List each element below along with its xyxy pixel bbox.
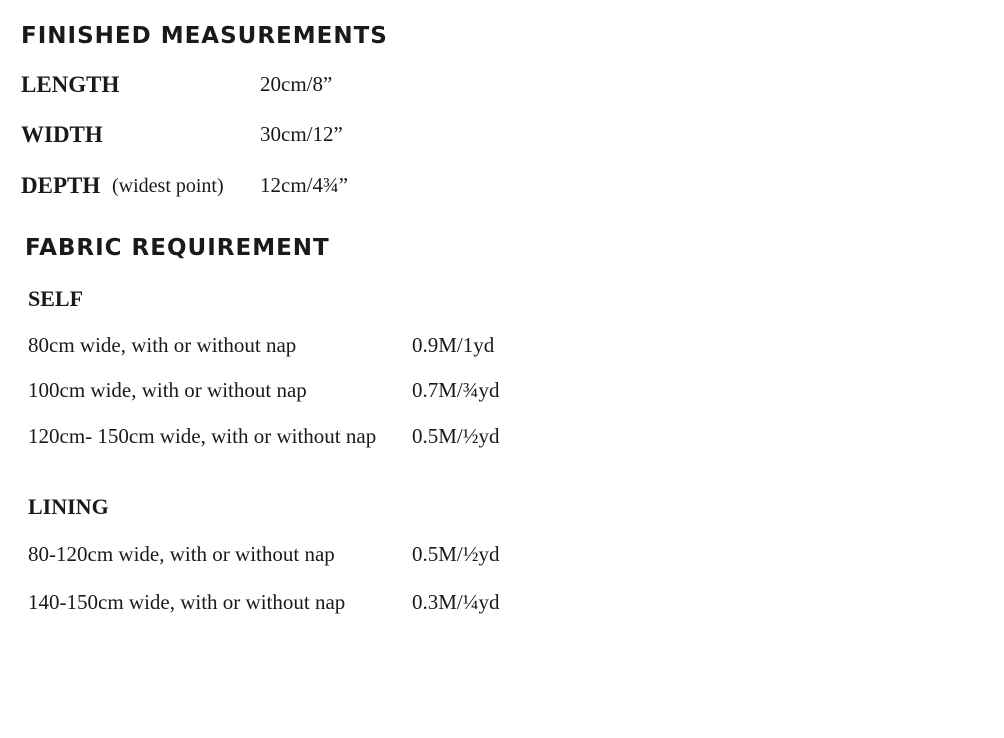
measurement-value: 20cm/8” [260, 72, 333, 96]
measurement-note: (widest point) [112, 175, 224, 197]
measurement-value: 30cm/12” [260, 122, 343, 146]
fabric-amount: 0.9M/1yd [412, 333, 495, 357]
measurement-label: LENGTH [21, 72, 120, 97]
fabric-width-description: 120cm- 150cm wide, with or without nap [28, 424, 377, 448]
measurement-value: 12cm/4¾” [260, 173, 349, 197]
measurement-label: WIDTH [21, 122, 103, 147]
fabric-amount: 0.7M/¾yd [412, 378, 500, 402]
fabric-amount: 0.3M/¼yd [412, 590, 500, 614]
finished-measurements-heading: FINISHED MEASUREMENTS [21, 23, 388, 49]
lining-subheading: LINING [28, 494, 109, 519]
measurement-label: DEPTH [21, 173, 101, 198]
self-subheading: SELF [28, 286, 84, 311]
fabric-amount: 0.5M/½yd [412, 542, 500, 566]
fabric-amount: 0.5M/½yd [412, 424, 500, 448]
fabric-width-description: 140-150cm wide, with or without nap [28, 590, 346, 614]
fabric-width-description: 80-120cm wide, with or without nap [28, 542, 335, 566]
fabric-requirement-heading: FABRIC REQUIREMENT [25, 235, 330, 261]
fabric-width-description: 100cm wide, with or without nap [28, 378, 307, 402]
fabric-width-description: 80cm wide, with or without nap [28, 333, 297, 357]
